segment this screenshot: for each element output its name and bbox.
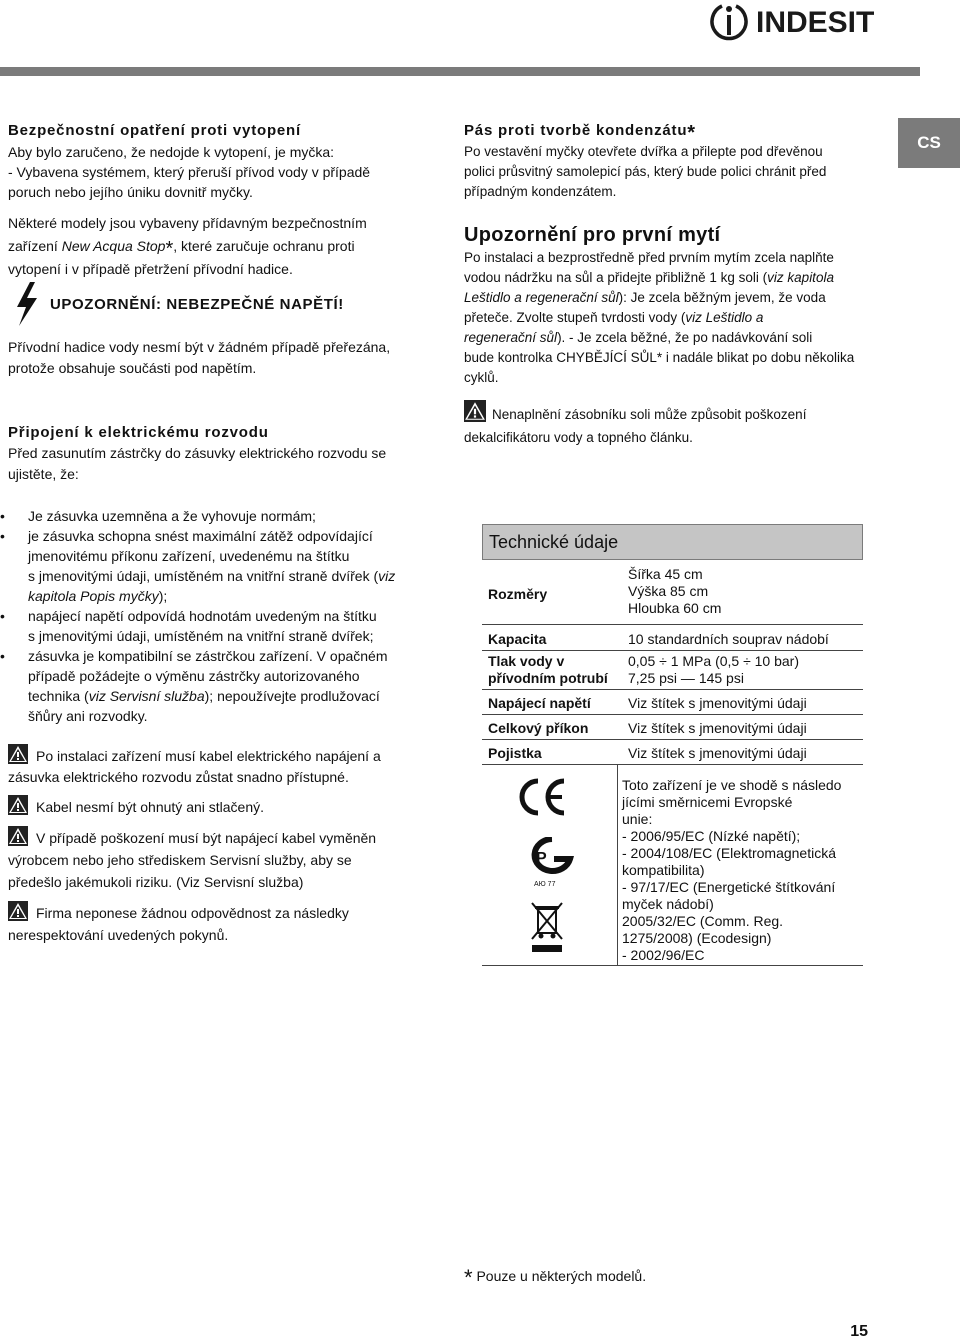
column-divider — [617, 765, 618, 965]
table-row — [482, 625, 863, 651]
text-line: 2005/32/EC (Comm. Reg. — [622, 913, 784, 929]
text-span: viz Leštidlo a — [685, 310, 764, 325]
text-span: Pás proti tvorbě kondenzátu — [464, 122, 688, 139]
compliance-row — [482, 765, 863, 966]
text-span: Firma neponese žádnou odpovědnost za následky — [36, 905, 349, 921]
spec-value — [618, 564, 863, 625]
spec-rows — [482, 564, 863, 765]
spec-value: Viz štítek s jmenovitými údaji — [618, 690, 863, 715]
spec-label: Tlak vody v přívodním potrubí — [482, 651, 618, 690]
text-span: Leštidlo a regenerační sůl — [464, 290, 619, 305]
asterisk: * — [165, 238, 174, 260]
text-span: kapitola Popis myčky — [28, 588, 159, 604]
svg-text:Р: Р — [536, 850, 547, 867]
list-item — [10, 526, 420, 606]
text-span: vodou nádržku na sůl a přidejte přibližně 1 kg soli ( — [464, 270, 768, 285]
danger-title: UPOZORNĚNÍ: NEBEZPEČNÉ NAPĚTÍ! — [50, 296, 344, 313]
page-number: 15 — [850, 1323, 868, 1340]
text-line: ujistěte, že: — [8, 466, 79, 482]
text-line: výrobcem nebo jeho střediskem Servisní služby, aby se — [8, 852, 352, 868]
section-title-flood: Bezpečnostní opatření proti vytopení — [8, 122, 301, 139]
spec-label: Celkový příkon — [482, 715, 618, 740]
text-line: bude kontrolka CHYBĚJÍCÍ SŮL* i nadále blikat po dobu několika — [464, 350, 855, 365]
text-line — [8, 826, 376, 849]
spec-label: Pojistka — [482, 740, 618, 765]
text-line: případě požádejte o výměnu zástrčky autorizovaného — [28, 668, 360, 684]
text-line: - 2002/96/EC — [622, 947, 705, 963]
spec-value: 10 standardních souprav nádobí — [618, 625, 863, 651]
section-text-electric — [8, 443, 386, 485]
text-line: zásuvka elektrického rozvodu zůstat snadno přístupné. — [8, 769, 349, 785]
requirements-list — [10, 506, 420, 726]
text-line — [464, 328, 854, 348]
text-span: ): Je zcela běžným jevem, že voda — [618, 290, 826, 305]
section-text-condensation — [464, 142, 826, 202]
text-line: • zásuvka je kompatibilní se zástrčkou zařízení. V opačném — [28, 648, 388, 664]
text-line: Aby bylo zaručeno, že nedojde k vytopení, je myčka: — [8, 144, 335, 160]
text-line: • napájecí napětí odpovídá hodnotám uvedeným na štítku — [28, 608, 377, 624]
text-line: Po vestavění myčky otevřete dvířka a přilepte pod dřevěnou — [464, 144, 823, 159]
text-line: jícími směrnicemi Evropské — [622, 794, 793, 810]
warning-icon — [8, 795, 28, 815]
brand-name: INDESIT — [756, 6, 875, 39]
lightning-icon — [14, 282, 40, 326]
text-span: Nenaplnění zásobníku soli může způsobit poškození — [492, 407, 807, 422]
text-line: předešlo jakémukoli riziku. (Viz Servisní služba) — [8, 874, 304, 890]
text-line: poruch nebo jejího úniku dovnitř myčky. — [8, 184, 253, 200]
product-name: New Acqua Stop — [61, 238, 166, 254]
text-line: • je zásuvka schopna snést maximální zátěž odpovídající — [28, 528, 373, 544]
text-line — [8, 901, 349, 924]
text-span: zařízení — [8, 238, 62, 254]
text-span: regenerační sůl — [464, 330, 558, 345]
text-line: 1275/2008) (Ecodesign) — [622, 930, 772, 946]
indesit-logo — [708, 0, 875, 44]
text-line — [464, 268, 854, 288]
text-line: cyklů. — [464, 370, 499, 385]
text-line: myček nádobí) — [622, 896, 714, 912]
text-line — [28, 686, 420, 706]
text-span: technika ( — [28, 688, 89, 704]
text-line: - Vybavena systémem, který přeruší přívod vody v případě — [8, 164, 371, 180]
text-line — [464, 400, 806, 426]
text-line — [464, 288, 854, 308]
section-title-electric: Připojení k elektrickému rozvodu — [8, 424, 269, 441]
text-span: viz — [378, 568, 396, 584]
text-line — [28, 566, 420, 586]
text-line: Toto zařízení je ve shodě s následo — [622, 777, 842, 793]
text-span: Kabel nesmí být ohnutý ani stlačený. — [36, 799, 265, 815]
text-span: viz kapitola — [767, 270, 834, 285]
warning-liability — [8, 901, 349, 946]
list-item — [10, 646, 420, 726]
text-span: , které zaručuje ochranu proti — [173, 238, 355, 254]
spec-table — [482, 524, 863, 966]
compliance-text — [622, 777, 841, 964]
indesit-logo-mark — [708, 0, 750, 44]
table-row — [482, 690, 863, 715]
text-span: V případě poškození musí být napájecí kabel vyměněn — [36, 830, 377, 846]
text-line: Výška 85 cm — [628, 583, 709, 599]
spec-label: Rozměry — [482, 564, 618, 625]
text-span: ). - Je zcela běžné, že po nadávkování soli — [557, 330, 813, 345]
text-line: - 2004/108/EC (Elektromagnetická — [622, 845, 836, 861]
weee-bin-icon — [530, 901, 564, 953]
text-span: viz Servisní služba — [88, 688, 205, 704]
spec-table-title: Technické údaje — [482, 524, 863, 560]
text-line — [28, 586, 420, 606]
footnote-text: Pouze u některých modelů. — [476, 1268, 647, 1284]
danger-text — [8, 337, 390, 379]
text-span: přeteče. Zvolte stupeň tvrdosti vody ( — [464, 310, 686, 325]
text-line: dekalcifikátoru vody a topného článku. — [464, 430, 693, 445]
text-line: Před zasunutím zástrčky do zásuvky elektrického rozvodu se — [8, 445, 387, 461]
asterisk: * — [687, 122, 696, 144]
ce-mark-icon — [516, 777, 568, 817]
text-line: s jmenovitými údaji, umístěném na vnitřní straně dvířek; — [28, 628, 374, 644]
asterisk: * — [464, 1265, 473, 1290]
text-line: 7,25 psi — 145 psi — [628, 670, 744, 686]
warning-icon — [8, 901, 28, 921]
section-text-first-wash — [464, 248, 854, 388]
warning-access — [8, 744, 381, 788]
text-span: ); nepoužívejte prodlužovací — [204, 688, 380, 704]
text-line: vytopení i v případě přetržení přívodní hadice. — [8, 261, 293, 277]
list-item — [10, 606, 420, 646]
spec-value — [618, 651, 863, 690]
table-row — [482, 740, 863, 765]
rostest-mark-icon — [524, 837, 574, 879]
table-row — [482, 715, 863, 740]
text-line: protože obsahuje součásti pod napětím. — [8, 360, 257, 376]
section-title-condensation — [464, 122, 696, 144]
text-span: s jmenovitými údaji, umístěném na vnitřní straně dvířek ( — [28, 568, 379, 584]
footnote — [464, 1265, 647, 1290]
spec-label: Kapacita — [482, 625, 618, 651]
section-text-acqua-stop — [8, 212, 367, 281]
table-row — [482, 651, 863, 690]
text-span: Po instalaci zařízení musí kabel elektrického napájení a — [36, 748, 381, 764]
text-line: případným kondenzátem. — [464, 184, 617, 199]
text-line: Po instalaci a bezprostředně před prvním mytím zcela naplňte — [464, 250, 834, 265]
text-line: Šířka 45 cm — [628, 566, 703, 582]
warning-cable — [8, 795, 264, 817]
text-line: kompatibilita) — [622, 862, 705, 878]
table-row — [482, 564, 863, 625]
text-line: Přívodní hadice vody nesmí být v žádném případě přeřezána, — [8, 339, 391, 355]
spec-value: Viz štítek s jmenovitými údaji — [618, 715, 863, 740]
warning-damage — [8, 826, 376, 893]
text-line — [8, 235, 367, 258]
text-line: nerespektování uvedených pokynů. — [8, 927, 229, 943]
spec-label: Napájecí napětí — [482, 690, 618, 715]
spec-value: Viz štítek s jmenovitými údaji — [618, 740, 863, 765]
text-line: jmenovitému příkonu zařízení, uvedenému na štítku — [28, 548, 350, 564]
text-line: - 2006/95/EC (Nízké napětí); — [622, 828, 801, 844]
warning-icon — [8, 826, 28, 846]
text-line: - 97/17/EC (Energetické štítkování — [622, 879, 836, 895]
text-span: ); — [158, 588, 168, 604]
section-text-flood — [8, 142, 370, 202]
text-line: polici průsvitný samolepicí pás, který bude polici chránit před — [464, 164, 827, 179]
warning-salt — [464, 400, 806, 449]
text-line — [8, 744, 381, 767]
rostest-code: АЮ 77 — [534, 881, 556, 888]
text-line: 0,05 ÷ 1 MPa (0,5 ÷ 10 bar) — [628, 653, 800, 669]
section-title-first-wash: Upozornění pro první mytí — [464, 224, 721, 246]
text-line: Některé modely jsou vybaveny přídavným bezpečnostním — [8, 215, 367, 231]
text-span: Je zásuvka uzemněna a že vyhovuje normám; — [28, 508, 316, 524]
warning-icon — [8, 744, 28, 764]
text-line: Hloubka 60 cm — [628, 600, 722, 616]
warning-icon — [464, 400, 486, 422]
header-bar — [0, 67, 920, 76]
list-item — [10, 506, 420, 526]
text-line: šňůry ani rozvodky. — [28, 708, 148, 724]
text-line: unie: — [622, 811, 653, 827]
language-tab: CS — [898, 118, 960, 168]
text-line — [464, 308, 854, 328]
